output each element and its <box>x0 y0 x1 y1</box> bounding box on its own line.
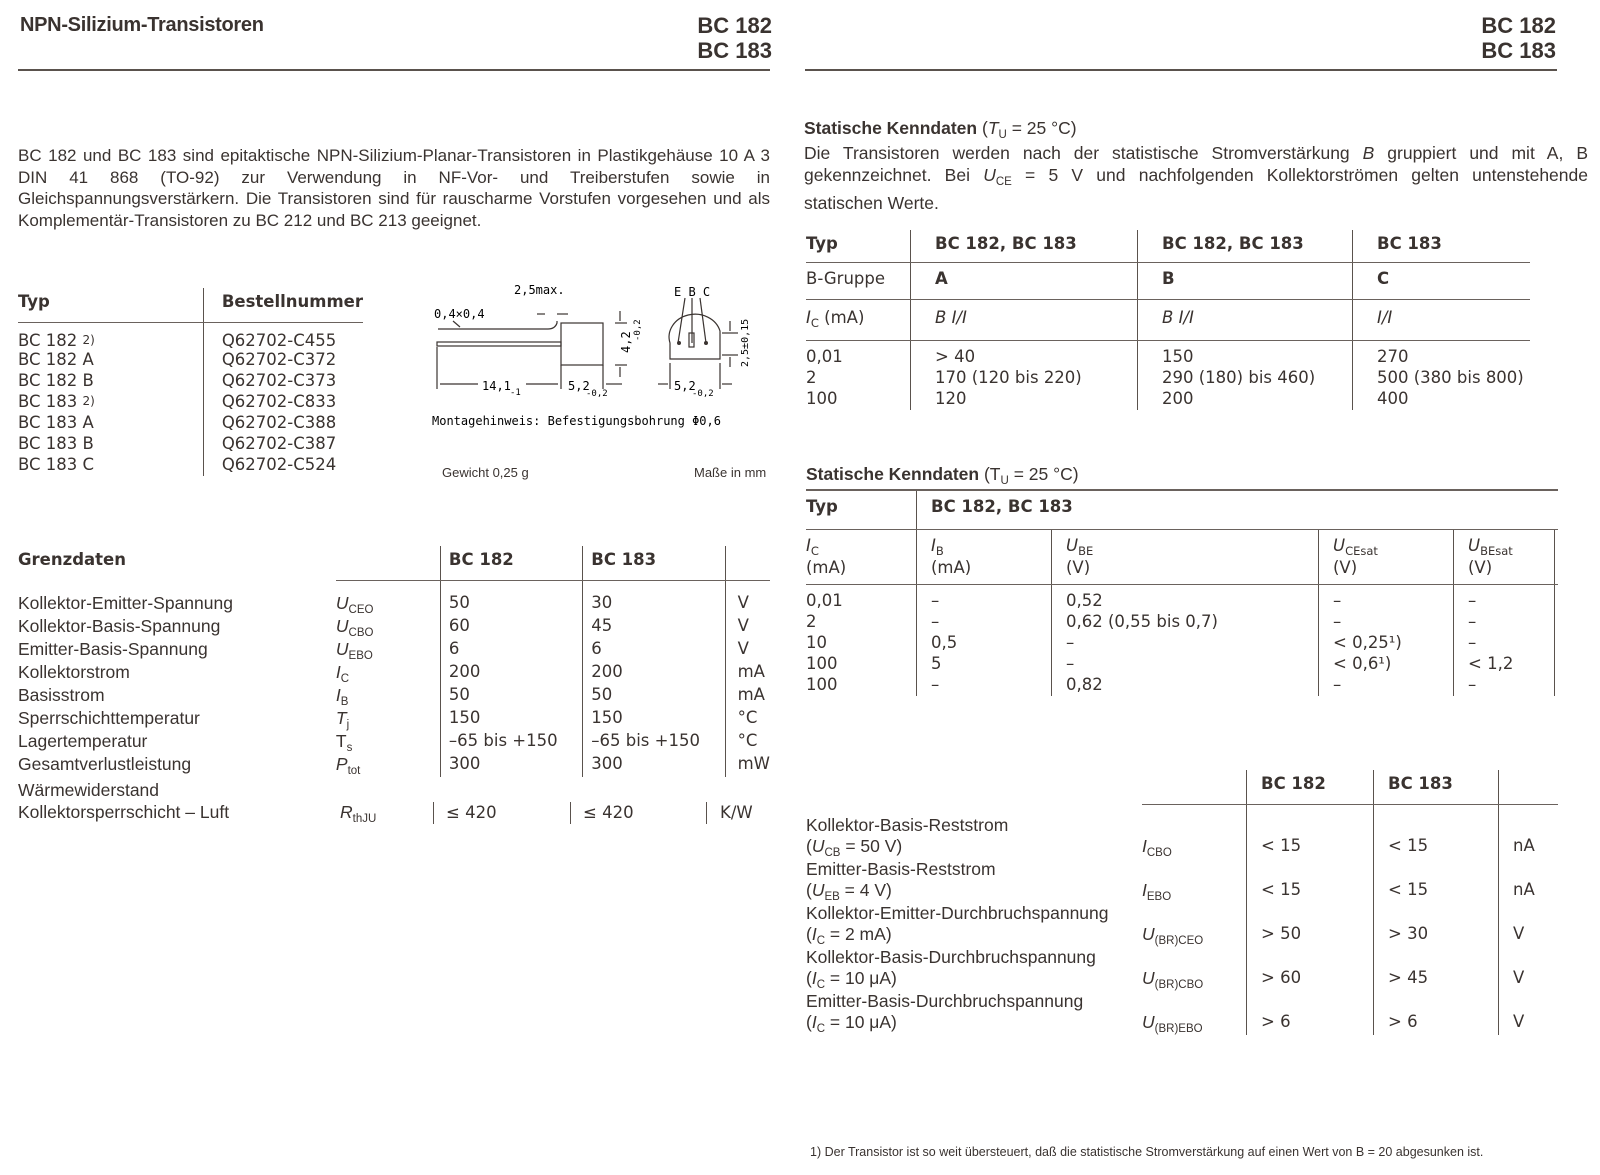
limits-row <box>18 731 770 754</box>
leak-unit: V <box>1499 968 1559 991</box>
limit-unit: V <box>725 593 770 616</box>
order-number: Q62702-C524 <box>203 455 363 476</box>
gain-value-c: 400 <box>1353 389 1531 410</box>
sat-ubesat: < 1,2 <box>1454 654 1555 675</box>
sat-ucesat: – <box>1319 612 1454 633</box>
limit-unit: °C <box>725 708 770 731</box>
leak-bc182: > 50 <box>1247 924 1374 947</box>
sat-ubesat: – <box>1454 591 1555 612</box>
model-bc183: BC 183 <box>697 38 772 63</box>
sat-col-header: $U_{CEsat}$ (V) <box>1319 530 1454 585</box>
sat-ib: – <box>917 591 1052 612</box>
leak-symbol: $U_{(BR)CBO}$ <box>1142 967 1204 991</box>
static1-title: Statische Kenndaten ($T_U = 25$ °C) <box>804 118 1077 141</box>
leak-condition: ($I_C = 2$ mA) <box>806 923 892 947</box>
thermal-label: Kollektorsperrschicht – Luft <box>18 802 230 822</box>
sat-col-header: $U_{BEsat}$ (V) <box>1454 530 1555 585</box>
leak-row-label <box>806 991 1558 1012</box>
leak-symbol: $U_{(BR)EBO}$ <box>1142 1011 1203 1035</box>
sat-ubesat: – <box>1454 612 1555 633</box>
gain-value-b: 290 (180) bis 460) <box>1138 368 1353 389</box>
leak-bc182: > 60 <box>1247 968 1374 991</box>
limit-bc182: 200 <box>440 662 582 685</box>
sat-col-header: $U_{BE}$ (V) <box>1052 530 1319 585</box>
intro-paragraph: BC 182 und BC 183 sind epitaktische NPN-Silizium-Planar-Transistoren in Plastikgehäuse 10 A 3 DIN 41 868 (TO-92) zur Verwendung in NF-Vor- und Treiberstufen sowie in Gleichspannungsverstärkern. Die Transistoren sind für rauscharme Vorstufen vorgesehen und als Komplementär-Transistoren zu BC 212 und BC 213 geeignet. <box>18 146 770 230</box>
order-number: Q62702-C455 <box>203 323 363 351</box>
limit-label: Emitter-Basis-Spannung <box>18 638 208 659</box>
sat-ib: – <box>917 675 1052 696</box>
thermal-symbol: $R_{thJU}$ <box>340 802 377 825</box>
sat-ubesat: – <box>1454 633 1555 654</box>
thermal-unit: K/W <box>720 803 753 822</box>
order-number: Q62702-C373 <box>203 371 363 392</box>
order-row <box>18 371 363 392</box>
leakage-table <box>806 770 1558 1035</box>
pin-labels: E B C <box>674 285 711 299</box>
limit-unit: mA <box>725 662 770 685</box>
leak-unit: V <box>1499 1012 1559 1035</box>
limit-bc183: 50 <box>583 685 725 708</box>
limit-bc182: 300 <box>440 754 582 777</box>
gain-unit-a: B I/I <box>911 300 1138 341</box>
leak-condition: ($U_{EB} = 4$ V) <box>806 879 892 903</box>
right-model-bc183: BC 183 <box>1481 38 1556 63</box>
order-row <box>18 455 363 476</box>
limits-row <box>18 685 770 708</box>
gain-value-c: 270 <box>1353 347 1531 368</box>
limits-col-bc182: BC 182 <box>440 546 582 581</box>
order-row <box>18 392 363 413</box>
leak-label: Kollektor-Emitter-Durchbruchspannung <box>806 902 1109 923</box>
units-note: Maße in mm <box>694 465 767 480</box>
leak-bc183: > 6 <box>1374 1012 1499 1035</box>
thermal-bc182: ≤ 420 <box>446 803 497 822</box>
gain-value-b: 150 <box>1138 347 1353 368</box>
gain-group-a: A <box>911 263 1138 300</box>
limit-unit: mA <box>725 685 770 708</box>
gain-group-c: C <box>1353 263 1531 300</box>
limit-bc183: 6 <box>583 639 725 662</box>
limit-unit: V <box>725 616 770 639</box>
gain-row <box>806 389 1530 410</box>
gain-value-c: 500 (380 bis 800) <box>1353 368 1531 389</box>
limit-bc182: 50 <box>440 593 582 616</box>
order-typ: BC 183 2) <box>18 392 95 411</box>
limits-title: Grenzdaten <box>18 550 126 569</box>
package-body <box>561 323 603 365</box>
dim-front-width: 5,2 <box>674 379 696 393</box>
limit-symbol: $I_B$ <box>335 684 349 708</box>
limit-symbol: $P_{tot}$ <box>335 753 361 777</box>
dim-height: 4,2 <box>619 331 633 353</box>
footnote-ref: 2) <box>82 394 95 408</box>
sat-ucesat: – <box>1319 591 1454 612</box>
sat-ube: 0,62 (0,55 bis 0,7) <box>1052 612 1319 633</box>
weight-note: Gewicht 0,25 g <box>442 465 529 480</box>
leak-row <box>806 880 1558 903</box>
order-number: Q62702-C387 <box>203 434 363 455</box>
order-typ: BC 183 B <box>18 434 94 453</box>
sat-row <box>806 591 1558 612</box>
limit-label: Basisstrom <box>18 684 105 705</box>
lead-upper <box>438 321 557 329</box>
mount-note: Montagehinweis: Befestigungsbohrung Φ0,6 <box>432 414 721 428</box>
order-typ: BC 183 A <box>18 413 94 432</box>
footnote: 1) Der Transistor ist so weit übersteuert, daß die statistische Stromverstärkung auf einen Wert von B = 20 abgesunken ist. <box>810 1145 1484 1159</box>
sat-ic: 10 <box>806 633 827 652</box>
limit-label: Gesamtverlustleistung <box>18 753 192 774</box>
sat-ic: 100 <box>806 654 838 673</box>
leak-unit: nA <box>1499 880 1559 903</box>
limit-bc182: 60 <box>440 616 582 639</box>
leak-condition: ($I_C = 10$ μA) <box>806 967 897 991</box>
leak-unit: V <box>1499 924 1559 947</box>
gain-ic: 0,01 <box>806 347 843 366</box>
limit-bc183: 300 <box>583 754 725 777</box>
limit-bc183: 30 <box>583 593 725 616</box>
limit-bc183: –65 bis +150 <box>583 731 725 754</box>
thermal-bc183: ≤ 420 <box>583 803 634 822</box>
leak-bc183: > 30 <box>1374 924 1499 947</box>
leak-unit: nA <box>1499 836 1559 859</box>
leak-label: Kollektor-Basis-Reststrom <box>806 814 1009 835</box>
order-row <box>18 434 363 455</box>
sat-ube: 0,52 <box>1052 591 1319 612</box>
leak-label: Emitter-Basis-Reststrom <box>806 858 996 879</box>
limits-row <box>18 639 770 662</box>
gain-value-a: 120 <box>911 389 1138 410</box>
footnote-ref: 2) <box>82 333 95 347</box>
limits-row <box>18 593 770 616</box>
gain-value-a: > 40 <box>911 347 1138 368</box>
static2-title: Statische Kenndaten ($T_U = 25$ °C) <box>806 464 1079 487</box>
leak-row-label <box>806 805 1558 836</box>
leak-row <box>806 968 1558 991</box>
leak-row <box>806 836 1558 859</box>
gain-group-label: B-Gruppe <box>806 263 911 300</box>
gain-type-c: BC 183 <box>1353 230 1531 263</box>
dim-lead-size: 0,4×0,4 <box>434 307 485 321</box>
order-row <box>18 323 363 351</box>
sat-row <box>806 675 1558 696</box>
sat-ib: – <box>917 612 1052 633</box>
thermal-title: Wärmewiderstand <box>18 780 160 800</box>
right-header-rule <box>805 69 1557 71</box>
gain-value-b: 200 <box>1138 389 1353 410</box>
limit-bc182: 6 <box>440 639 582 662</box>
leak-condition: ($I_C = 10$ μA) <box>806 1011 897 1035</box>
limits-col-bc183: BC 183 <box>583 546 725 581</box>
limit-symbol: $I_C$ <box>335 661 350 685</box>
thermal-row <box>18 802 770 826</box>
leak-bc183: < 15 <box>1374 836 1499 859</box>
dim-lead-length: 14,1 <box>482 379 511 393</box>
dim-max: 2,5max. <box>514 283 565 297</box>
leak-bc182: < 15 <box>1247 880 1374 903</box>
gain-ic: 100 <box>806 389 838 408</box>
limit-label: Lagertemperatur <box>18 730 148 751</box>
sat-row <box>806 633 1558 654</box>
sat-ic: 100 <box>806 675 838 694</box>
leak-row-label <box>806 947 1558 968</box>
right-model-heading <box>1420 13 1556 63</box>
gain-type-b: BC 182, BC 183 <box>1138 230 1353 263</box>
leak-row <box>806 924 1558 947</box>
leak-col-bc182: BC 182 <box>1247 770 1374 805</box>
sat-ube: 0,82 <box>1052 675 1319 696</box>
dim-front-tolerance: -0,2 <box>692 389 714 399</box>
saturation-table <box>806 491 1558 696</box>
limit-bc182: –65 bis +150 <box>440 731 582 754</box>
limits-row <box>18 754 770 777</box>
leak-label: Kollektor-Basis-Durchbruchspannung <box>806 946 1096 967</box>
static1-description: Die Transistoren werden nach der statistische Stromverstärkung B gruppiert und mit A, B gekennzeichnet. Bei $U_{CE} = 5$ V und nachfolgenden Kollektorströmen gelten untenstehende statischen Werte. <box>804 143 1588 213</box>
leak-condition: ($U_{CB} = 50$ V) <box>806 835 903 859</box>
sat-col-header: $I_C$ (mA) <box>806 530 917 585</box>
sat-row <box>806 612 1558 633</box>
package-drawing <box>430 283 775 443</box>
order-typ: BC 182 B <box>18 371 94 390</box>
sat-ubesat: – <box>1454 675 1555 696</box>
order-row <box>18 350 363 371</box>
sat-col-header: $I_B$ (mA) <box>917 530 1052 585</box>
sat-ube: – <box>1052 654 1319 675</box>
gain-typ-label: Typ <box>806 230 911 263</box>
leak-symbol: $I_{CBO}$ <box>1142 835 1172 859</box>
dim-height-tolerance: -0,2 <box>633 319 643 341</box>
header-rule <box>18 69 770 71</box>
leak-bc182: > 6 <box>1247 1012 1374 1035</box>
limit-symbol: $T_s$ <box>335 730 353 754</box>
sat-ucesat: – <box>1319 675 1454 696</box>
limits-row <box>18 616 770 639</box>
limit-unit: V <box>725 639 770 662</box>
gain-row <box>806 368 1530 389</box>
order-typ: BC 182 A <box>18 350 94 369</box>
gain-ic: 2 <box>806 368 817 387</box>
limit-symbol: $T_j$ <box>335 707 350 731</box>
gain-unit-b: B I/I <box>1138 300 1353 341</box>
sat-row <box>806 654 1558 675</box>
limit-bc183: 150 <box>583 708 725 731</box>
leak-row <box>806 1012 1558 1035</box>
gain-row <box>806 347 1530 368</box>
limit-label: Kollektorstrom <box>18 661 130 682</box>
leak-bc183: > 45 <box>1374 968 1499 991</box>
sat-ib: 0,5 <box>917 633 1052 654</box>
leak-bc183: < 15 <box>1374 880 1499 903</box>
model-heading <box>640 13 772 63</box>
gain-group-b: B <box>1138 263 1353 300</box>
leak-row-label <box>806 903 1558 924</box>
dim-lead-tolerance: -1 <box>510 388 521 398</box>
leak-row-label <box>806 859 1558 880</box>
dim-body-tolerance: -0,2 <box>586 389 608 399</box>
sat-ube: – <box>1052 633 1319 654</box>
leak-symbol: $U_{(BR)CEO}$ <box>1142 923 1204 947</box>
sat-type: BC 182, BC 183 <box>917 491 1559 530</box>
sat-ucesat: < 0,25¹) <box>1319 633 1454 654</box>
leak-col-bc183: BC 183 <box>1374 770 1499 805</box>
order-typ: BC 182 2) <box>18 331 95 350</box>
order-typ: BC 183 C <box>18 455 95 474</box>
leak-label: Emitter-Basis-Durchbruchspannung <box>806 990 1084 1011</box>
limits-row <box>18 708 770 731</box>
limit-bc182: 150 <box>440 708 582 731</box>
sat-ib: 5 <box>917 654 1052 675</box>
gain-group-table <box>806 230 1530 410</box>
sat-typ-label: Typ <box>806 491 917 530</box>
limit-bc183: 200 <box>583 662 725 685</box>
sat-ic: 2 <box>806 612 817 631</box>
gain-ic-label: $I_C$ (mA) <box>806 300 911 341</box>
limits-row <box>18 662 770 685</box>
page-title: NPN-Silizium-Transistoren <box>20 14 264 36</box>
limit-symbol: $U_{CBO}$ <box>335 615 374 639</box>
order-col-typ: Typ <box>18 288 203 323</box>
sat-ic: 0,01 <box>806 591 843 610</box>
limit-label: Sperrschichttemperatur <box>18 707 200 728</box>
gain-unit-c: I/I <box>1353 300 1531 341</box>
dim-body-length: 5,2 <box>568 379 590 393</box>
leak-symbol: $I_{EBO}$ <box>1142 879 1172 903</box>
order-number: Q62702-C372 <box>203 350 363 371</box>
gain-value-a: 170 (120 bis 220) <box>911 368 1138 389</box>
leak-bc182: < 15 <box>1247 836 1374 859</box>
order-number: Q62702-C388 <box>203 413 363 434</box>
limit-unit: mW <box>725 754 770 777</box>
order-col-bestellnummer: Bestellnummer <box>203 288 363 323</box>
limit-label: Kollektor-Emitter-Spannung <box>18 592 233 613</box>
model-bc182: BC 182 <box>697 13 772 38</box>
order-row <box>18 413 363 434</box>
limit-bc182: 50 <box>440 685 582 708</box>
limit-bc183: 45 <box>583 616 725 639</box>
right-model-bc182: BC 182 <box>1481 13 1556 38</box>
limit-unit: °C <box>725 731 770 754</box>
sat-ucesat: < 0,6¹) <box>1319 654 1454 675</box>
order-table <box>18 288 363 476</box>
limit-symbol: $U_{CEO}$ <box>335 592 374 616</box>
limits-table <box>18 546 770 777</box>
limit-label: Kollektor-Basis-Spannung <box>18 615 221 636</box>
order-number: Q62702-C833 <box>203 392 363 413</box>
dim-pin-spacing: 2,5±0,15 <box>740 318 751 367</box>
limit-symbol: $U_{EBO}$ <box>335 638 373 662</box>
lead-lower <box>437 342 561 346</box>
gain-type-a: BC 182, BC 183 <box>911 230 1138 263</box>
